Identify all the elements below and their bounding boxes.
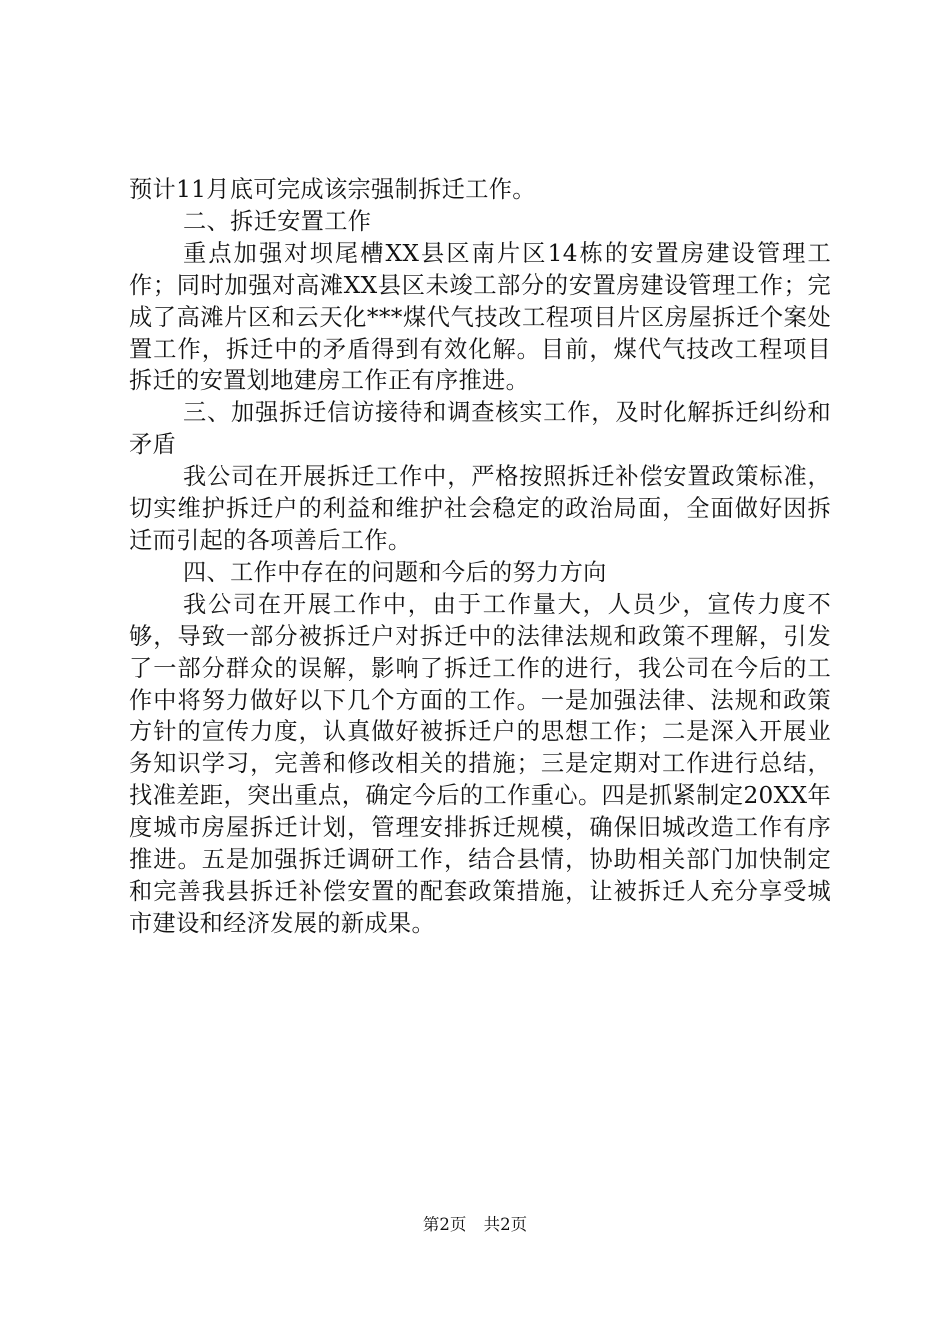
page-number-current: 第2页 (422, 1215, 467, 1234)
paragraph-continuation: 预计11月底可完成该宗强制拆迁工作。 (129, 176, 536, 203)
page-footer (0, 1215, 950, 1235)
section-heading-4: 四、工作中存在的问题和今后的努力方向 (183, 558, 607, 586)
section-heading-3: 三、加强拆迁信访接待和调查核实工作，及时化解拆迁纠纷和矛盾 (129, 399, 831, 459)
paragraph-problems: 我公司在开展工作中，由于工作量大，人员少，宣传力度不够，导致一部分被拆迁户对拆迁中的法律法规和政策不理解，引发了一部分群众的误解，影响了拆迁工作的进行，我公司在今后的工作中将努力做好以下几个方面的工作。一是加强法律、法规和政策方针的宣传力度，认真做好被拆迁户的思想工作；二是深入开展业务知识学习，完善和修改相关的措施；三是定期对工作进行总结，找准差距，突出重点，确定今后的工作重心。四是抓紧制定20XX年度城市房屋拆迁计划，管理安排拆迁规模，确保旧城改造工作有序推进。五是加强拆迁调研工作，结合县情，协助相关部门加快制定和完善我县拆迁补偿安置的配套政策措施，让被拆迁人充分享受城市建设和经济发展的新成果。 (129, 590, 831, 937)
section-heading-2: 二、拆迁安置工作 (183, 207, 372, 235)
page-number-total: 共2页 (483, 1215, 528, 1234)
document-body (129, 174, 831, 940)
paragraph-resettlement: 重点加强对坝尾槽XX县区南片区14栋的安置房建设管理工作；同时加强对高滩XX县区未竣工部分的安置房建设管理工作；完成了高滩片区和云天化***煤代气技改工程项目片区房屋拆迁个案处置工作，拆迁中的矛盾得到有效化解。目前，煤代气技改工程项目拆迁的安置划地建房工作正有序推进。 (129, 239, 831, 395)
paragraph-petition: 我公司在开展拆迁工作中，严格按照拆迁补偿安置政策标准，切实维护拆迁户的利益和维护社会稳定的政治局面，全面做好因拆迁而引起的各项善后工作。 (129, 463, 831, 554)
